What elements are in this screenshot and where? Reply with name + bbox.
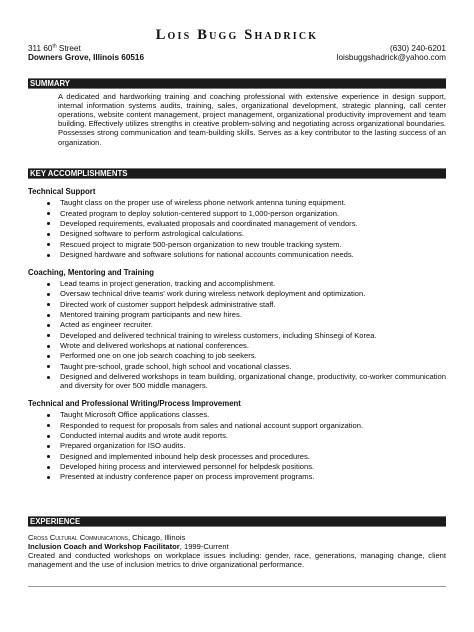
- list-item: Designed and delivered workshops in team building, organizational change, productivity, co-worker communication and diversity for over 500 middle managers.: [60, 372, 446, 391]
- list-item: Lead teams in project generation, tracking and accomplishment.: [60, 280, 446, 289]
- list-item: Prepared organization for ISO audits.: [60, 442, 446, 451]
- technical-support-list: [28, 199, 446, 260]
- contact-row-2: [28, 53, 446, 63]
- summary-heading: SUMMARY: [28, 78, 446, 89]
- company-location: , Chicago, Illinois: [127, 533, 186, 542]
- street-number: 311 60: [28, 44, 53, 53]
- group-title-technical-support: Technical Support: [28, 187, 96, 196]
- street-name: Street: [56, 44, 81, 53]
- list-item: Created program to deploy solution-centered support to 1,000-person organization.: [60, 210, 446, 219]
- list-item: Designed software to perform astrological calculations.: [60, 230, 446, 239]
- job-description: Created and conducted workshops on workplace issues including: gender, race, generations, managing change, client management and the use of inclusion metrics to drive organizational performance.: [28, 550, 446, 569]
- list-item: Directed work of customer support helpdesk administrative staff.: [60, 301, 446, 310]
- list-item: Rescued project to migrate 500-person organization to new trouble tracking system.: [60, 241, 446, 250]
- list-item: Oversaw technical drive teams' work during wireless network deployment and optimization.: [60, 290, 446, 299]
- experience-heading: EXPERIENCE: [28, 516, 446, 527]
- writing-list: [28, 411, 446, 482]
- list-item: Developed requirements, evaluated proposals and coordinated management of vendors.: [60, 220, 446, 229]
- group-title-coaching: Coaching, Mentoring and Training: [28, 267, 155, 277]
- phone-number: (630) 240-6201: [390, 44, 446, 53]
- list-item: Presented at industry conference paper on process improvement programs.: [60, 473, 446, 482]
- summary-text: A dedicated and hardworking training and coaching professional with extensive experience in design support, internal information systems audits, training, sales, organizational development, strategic planning, call center operations, website content management, project management, organizational productivity improvement and team building. Effectively utilizes strengths in creative problem-solving and negotiating across organizational boundaries. Possesses strong communication and team-building skills. Serves as a key contributor to the lasting success of an organization.: [58, 92, 446, 147]
- list-item: Developed hiring process and interviewed personnel for helpdesk positions.: [60, 463, 446, 472]
- list-item: Responded to request for proposals from sales and national account support organization.: [60, 422, 446, 431]
- list-item: Taught Microsoft Office applications classes.: [60, 411, 446, 420]
- list-item: Acted as engineer recruiter.: [60, 321, 446, 330]
- accomplishments-heading: KEY ACCOMPLISHMENTS: [28, 168, 446, 179]
- list-item: Taught class on the proper use of wireless phone network antenna tuning equipment.: [60, 199, 446, 208]
- list-item: Mentored training program participants and new hires.: [60, 311, 446, 320]
- candidate-name: Lois Bugg Shadrick: [155, 27, 319, 43]
- city-state-zip: Downers Grove, Illinois 60516: [28, 53, 145, 62]
- list-item: Taught pre-school, grade school, high school and vocational classes.: [60, 363, 446, 372]
- list-item: Designed and implemented inbound help desk processes and procedures.: [60, 453, 446, 462]
- list-item: Performed one on one job search coaching to job seekers.: [60, 352, 446, 361]
- coaching-list: [28, 280, 446, 391]
- street-ordinal: th: [52, 43, 57, 50]
- divider-line: [28, 586, 446, 587]
- list-item: Wrote and delivered workshops at national conferences.: [60, 342, 446, 351]
- email-address[interactable]: loisbuggshadrick@yahoo.com: [336, 53, 446, 62]
- job-title: Inclusion Coach and Workshop Facilitator: [28, 541, 180, 551]
- experience-section: [28, 516, 446, 587]
- list-item: Designed hardware and software solutions for national accounts communication needs.: [60, 251, 446, 260]
- summary-section: [28, 78, 446, 147]
- company-name: Cross Cultural Communications: [28, 533, 128, 542]
- group-title-writing: Technical and Professional Writing/Process Improvement: [28, 399, 241, 409]
- list-item: Conducted internal audits and wrote audit reports.: [60, 432, 446, 441]
- job-dates: , 1999-Current: [179, 541, 229, 551]
- list-item: Developed and delivered technical training to wireless customers, including Shinsegi of Korea.: [60, 332, 446, 341]
- accomplishments-section: [28, 168, 446, 484]
